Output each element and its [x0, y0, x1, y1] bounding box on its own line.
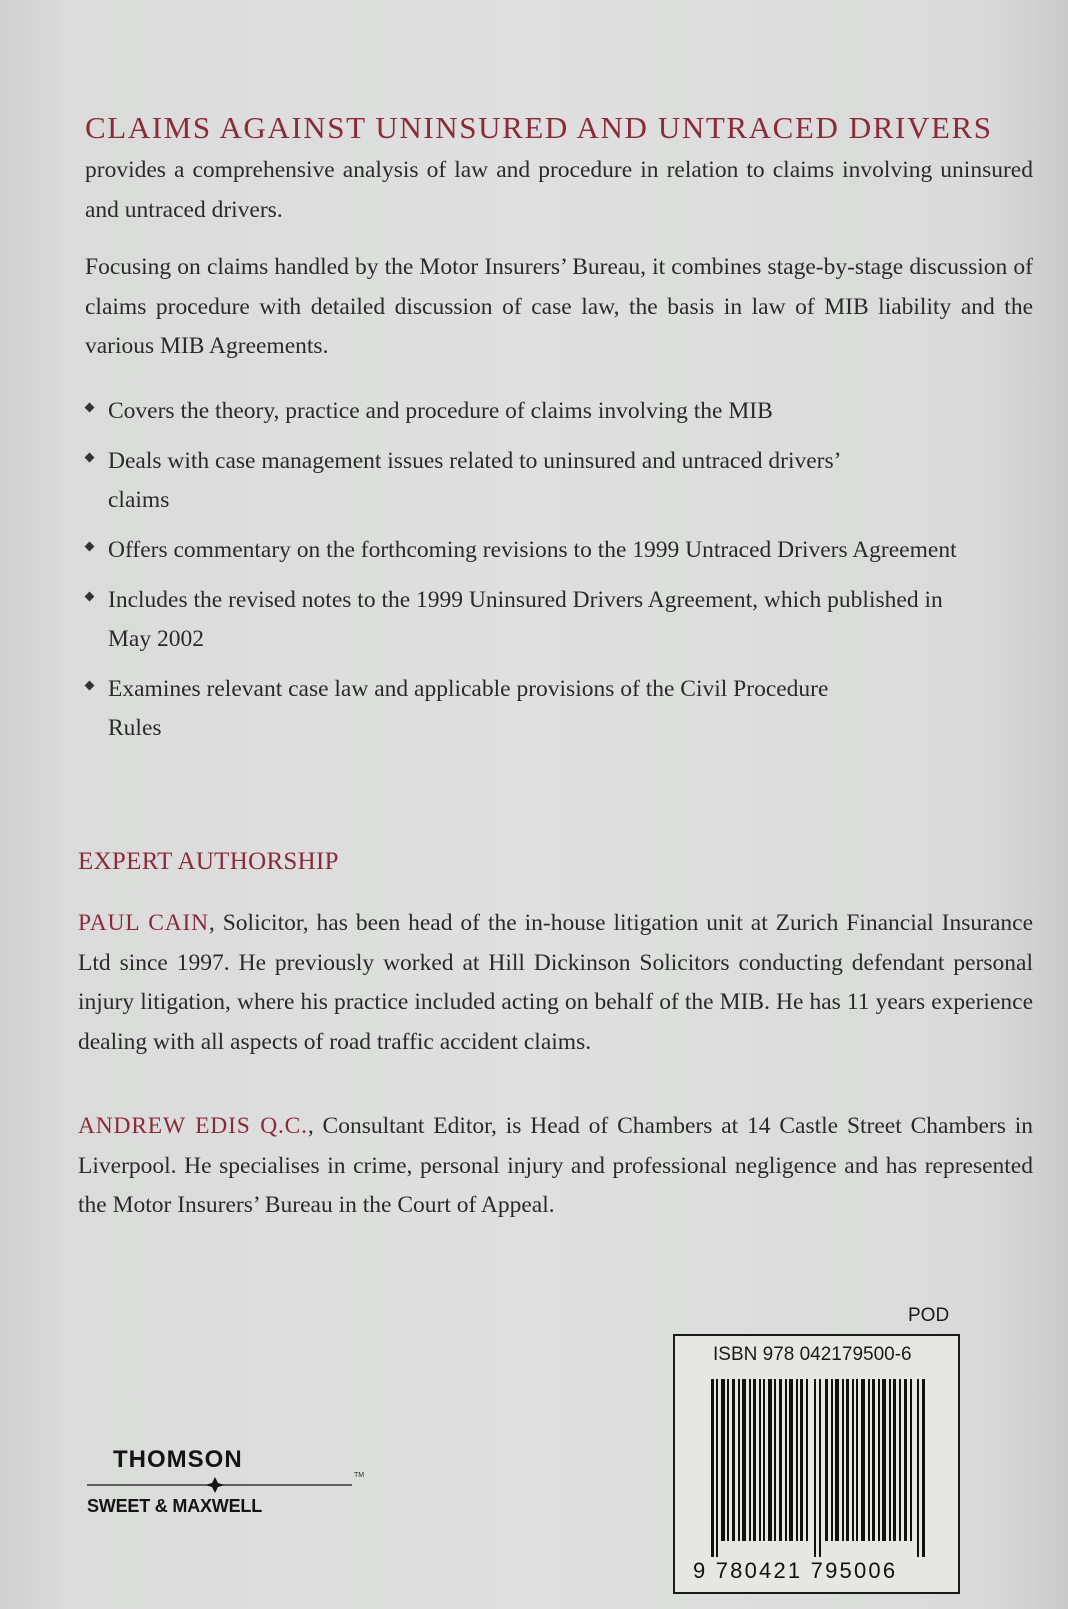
- bullet-diamond-icon: [85, 681, 95, 691]
- feature-text: Offers commentary on the forthcoming revisions to the 1999 Untraced Drivers Agreement: [108, 537, 957, 563]
- bullet-diamond-icon: [85, 403, 95, 413]
- barcode-box: [673, 1334, 960, 1594]
- author-bio: [78, 1107, 1033, 1226]
- feature-text: Includes the revised notes to the 1999 Uninsured Drivers Agreement, which published in May 2002: [108, 587, 943, 652]
- intro-paragraph: provides a comprehensive analysis of law and procedure in relation to claims involving uninsured and untraced drivers.: [85, 157, 1033, 223]
- barcode-digits: 9 780421 795006: [693, 1558, 898, 1583]
- bullet-diamond-icon: [85, 453, 95, 463]
- author-bio-text: , Consultant Editor, is Head of Chambers at 14 Castle Street Chambers in Liverpool. He specialises in crime, personal injury and professional negligence and has represented the Motor Insurers’ Bureau in the Court of Appeal.: [78, 1113, 1034, 1218]
- feature-item: [84, 442, 1024, 520]
- focus-paragraph: Focusing on claims handled by the Motor Insurers’ Bureau, it combines stage-by-stage discussion of claims procedure with detailed discussion of case law, the basis in law of MIB liability and the various MIB Agreements.: [85, 254, 1033, 359]
- feature-item: [84, 392, 1024, 431]
- feature-item: [84, 531, 1024, 570]
- feature-text: Deals with case management issues related to uninsured and untraced drivers’ claims: [108, 448, 840, 513]
- publisher-logo: [87, 1446, 377, 1517]
- feature-list: [84, 392, 1024, 759]
- barcode-icon: [711, 1379, 929, 1557]
- bullet-diamond-icon: [85, 542, 95, 552]
- author-name: PAUL CAIN: [78, 910, 209, 936]
- feature-item: [84, 670, 1024, 748]
- pod-label: POD: [908, 1305, 950, 1326]
- author-bio: [78, 904, 1033, 1062]
- trademark-mark: TM: [354, 1472, 365, 1479]
- book-title: CLAIMS AGAINST UNINSURED AND UNTRACED DRIVERS: [85, 110, 993, 145]
- feature-text: Covers the theory, practice and procedure of claims involving the MIB: [108, 398, 773, 424]
- isbn-label: ISBN 978 042179500-6: [713, 1344, 912, 1365]
- star-icon: [87, 1476, 377, 1494]
- publisher-name-bottom: SWEET & MAXWELL: [87, 1496, 262, 1516]
- bullet-diamond-icon: [85, 592, 95, 602]
- logo-divider: [87, 1472, 377, 1494]
- feature-item: [84, 581, 1024, 659]
- author-name: ANDREW EDIS Q.C.: [78, 1113, 308, 1139]
- feature-text: Examines relevant case law and applicable provisions of the Civil Procedure Rules: [108, 676, 829, 741]
- publisher-name-top: THOMSON: [113, 1446, 243, 1473]
- authorship-heading: EXPERT AUTHORSHIP: [78, 848, 339, 875]
- author-bio-text: , Solicitor, has been head of the in-house litigation unit at Zurich Financial Insurance Ltd since 1997. He previously worked at Hill Dickinson Solicitors conducting defendant personal injury litigation, where his practice included acting on behalf of the MIB. He has 11 years experience dealing with all aspects of road traffic accident claims.: [78, 910, 1033, 1055]
